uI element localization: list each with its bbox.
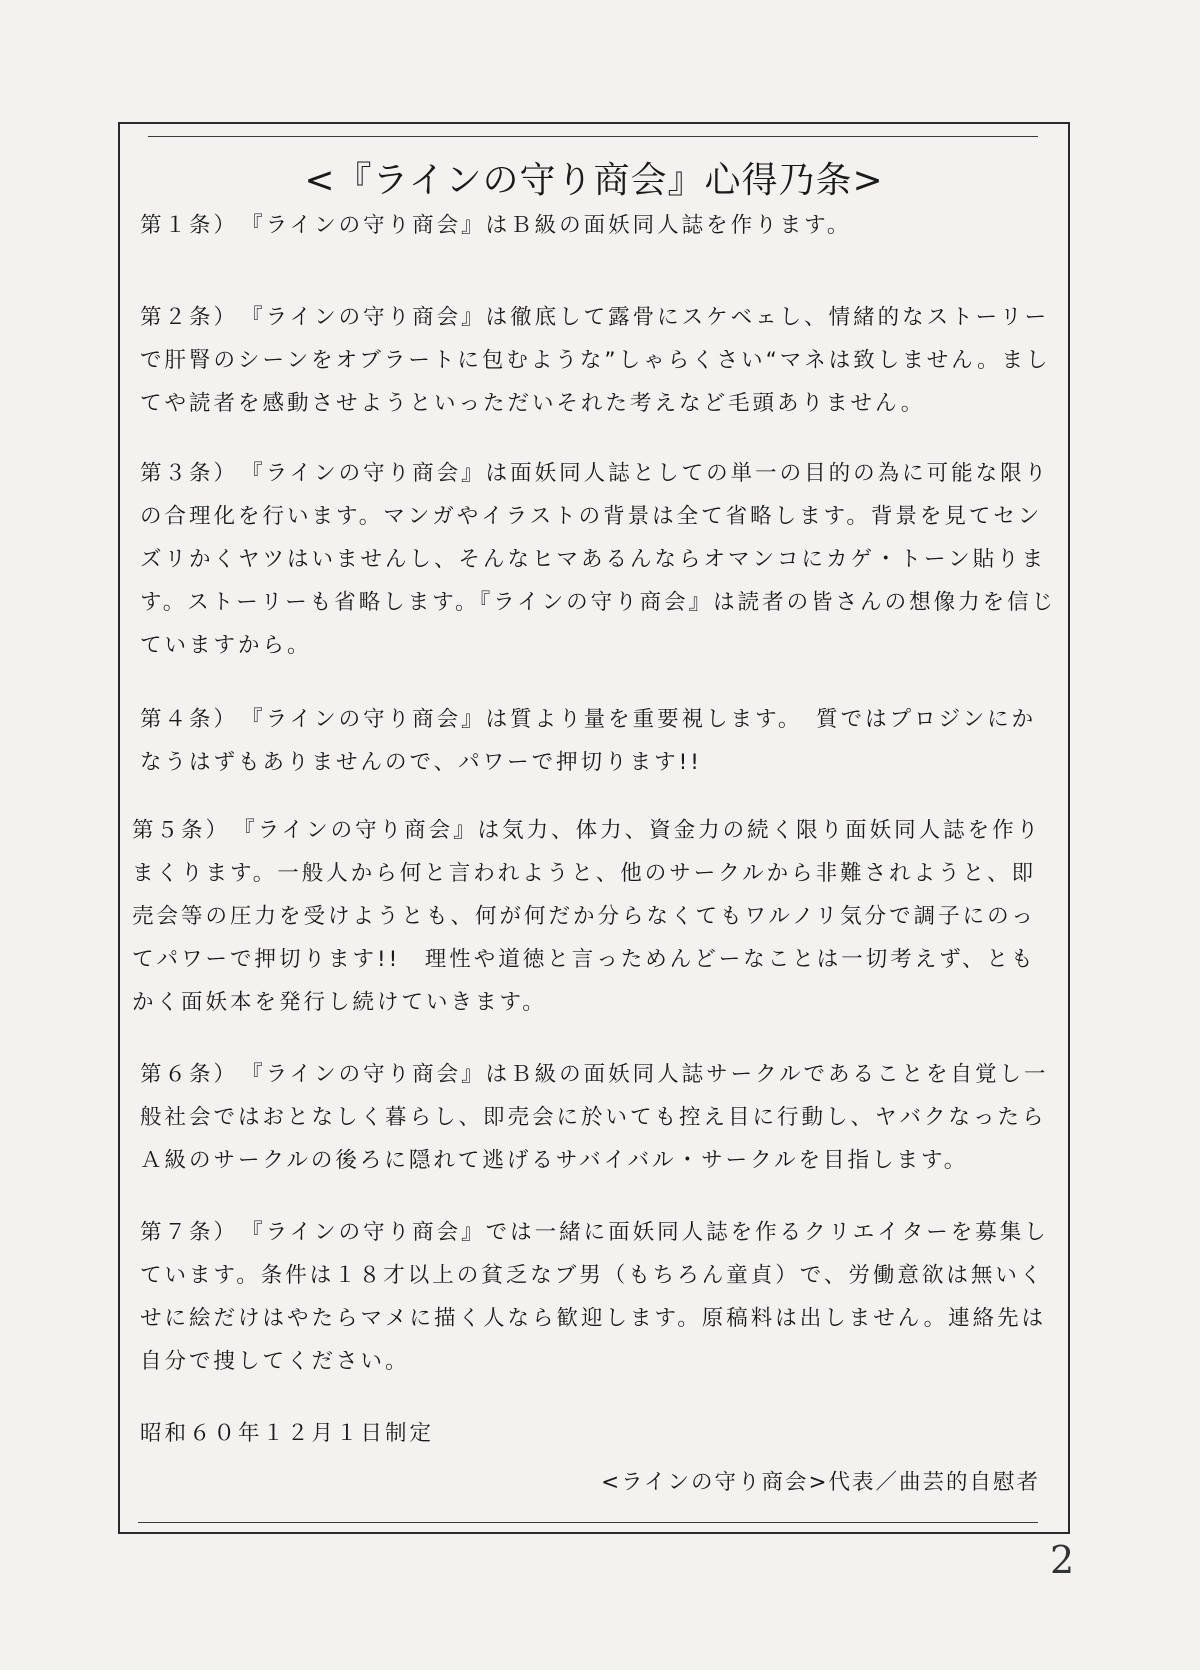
article-3-number: 第３条） <box>140 461 239 486</box>
article-5-number: 第５条） <box>132 818 231 843</box>
article-5-text: 『ラインの守り商会』は気力、体力、資金力の続く限り面妖同人誌を作りまくります。一般人から何と言われようと、他のサークルから非難されようと、即売会等の圧力を受けようとも、何が何だか分らなくてもワルノリ気分で調子にのってパワーで押切ります!! 理性や道徳と言っためんどーなことは一切考えず、ともかく面妖本を発行し続けていきます。 <box>132 818 1042 1015</box>
article-1 <box>140 204 1060 247</box>
article-6 <box>140 1053 1060 1182</box>
article-6-number: 第６条） <box>140 1062 239 1087</box>
document-title: <『ラインの守り商会』心得乃条> <box>304 160 884 201</box>
top-rule <box>148 136 1038 137</box>
article-5 <box>132 809 1052 1024</box>
article-2 <box>140 296 1060 425</box>
article-2-text: 『ラインの守り商会』は徹底して露骨にスケベェし、情緒的なストーリーで肝腎のシーンをオブラートに包むような”しゃらくさい“マネは致しません。ましてや読者を感動させようといっただいそれた考えなど毛頭ありません。 <box>140 305 1051 416</box>
page-number: 2 <box>1050 1538 1075 1582</box>
article-1-text: 『ラインの守り商会』はＢ級の面妖同人誌を作ります。 <box>252 213 852 238</box>
article-4-text: 『ラインの守り商会』は質より量を重要視します。 質ではプロジンにかなうはずもありませんので、パワーで押切ります!! <box>140 707 1037 775</box>
signature: <ラインの守り商会>代表／曲芸的自慰者 <box>601 1470 1040 1495</box>
article-2-number: 第２条） <box>140 305 239 330</box>
article-4 <box>140 698 1060 784</box>
enactment-date: 昭和６０年１２月１日制定 <box>140 1421 435 1446</box>
article-7-text: 『ラインの守り商会』では一緒に面妖同人誌を作るクリエイターを募集しています。条件は１８才以上の貧乏なブ男（もちろん童貞）で、労働意欲は無いくせに絵だけはやたらマメに描く人なら歓迎します。原稿料は出しません。連絡先は自分で捜してください。 <box>140 1220 1049 1374</box>
article-7 <box>140 1211 1060 1383</box>
article-3 <box>140 452 1060 667</box>
article-3-text: 『ラインの守り商会』は面妖同人誌としての単一の目的の為に可能な限りの合理化を行います。マンガやイラストの背景は全て省略します。背景を見てセンズリかくヤツはいませんし、そんなヒマあるんならオマンコにカゲ・トーン貼ります。ストーリーも省略します。『ラインの守り商会』は読者の皆さんの想像力を信じていますから。 <box>140 461 1057 658</box>
article-6-text: 『ラインの守り商会』はＢ級の面妖同人誌サークルであることを自覚し一般社会ではおとなしく暮らし、即売会に於いても控え目に行動し、ヤバクなったらＡ級のサークルの後ろに隠れて逃げるサバイバル・サークルを目指します。 <box>140 1062 1049 1173</box>
article-1-number: 第１条） <box>140 213 239 238</box>
bottom-rule <box>138 1522 1038 1523</box>
article-4-number: 第４条） <box>140 707 239 732</box>
article-7-number: 第７条） <box>140 1220 239 1245</box>
